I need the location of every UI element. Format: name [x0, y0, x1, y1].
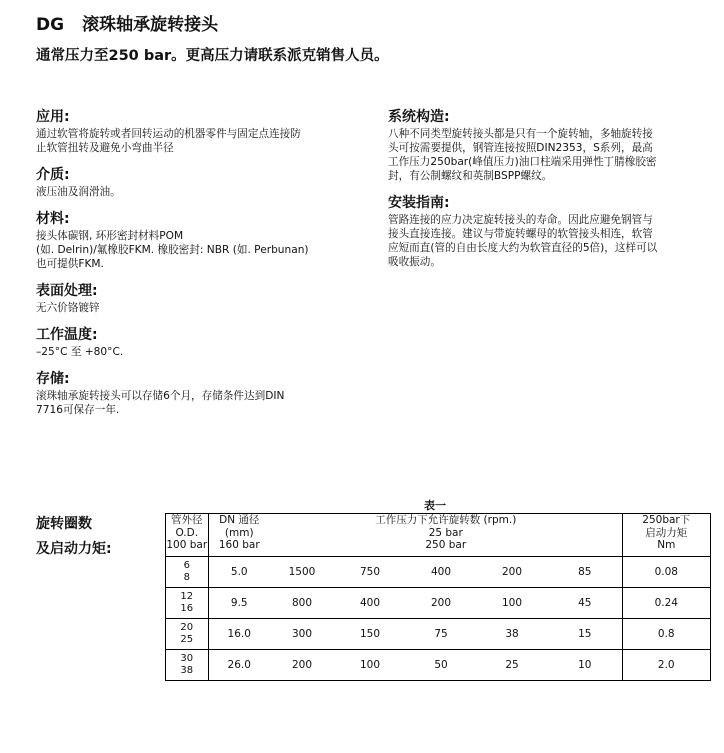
cell-torque: 0.8 — [622, 619, 710, 650]
cell-od: 30 38 — [166, 650, 208, 681]
cell-rpm: 15 — [548, 619, 622, 650]
cell-dn: 9.5 — [208, 588, 270, 619]
section-materials — [36, 210, 366, 271]
cell-rpm: 150 — [334, 619, 406, 650]
cell-rpm: 85 — [548, 557, 622, 588]
cell-rpm: 300 — [270, 619, 334, 650]
cell-rpm: 400 — [406, 557, 476, 588]
section-heading: 存储: — [36, 371, 70, 387]
section-heading: 材料: — [36, 211, 70, 227]
cell-rpm: 100 — [476, 588, 548, 619]
section-application — [36, 108, 366, 155]
cell-rpm: 10 — [548, 650, 622, 681]
page-subtitle: 通常压力至250 bar。更高压力请联系派克销售人员。 — [36, 48, 389, 64]
table-row — [166, 619, 710, 650]
cell-rpm: 400 — [334, 588, 406, 619]
cell-torque: 0.08 — [622, 557, 710, 588]
section-construction — [388, 108, 713, 183]
cell-dn: 26.0 — [227, 659, 251, 671]
section-body: 无六价铬镀锌 — [36, 302, 100, 314]
cell-rpm: 200 — [291, 659, 313, 671]
section-body: 滚珠轴承旋转接头可以存储6个月，存储条件达到DIN 7716可保存一年. — [36, 390, 285, 416]
cell-rpm: 50 — [434, 659, 448, 671]
header-speed: 工作压力下允许旋转数 (rpm.) 25 bar 250 bar — [270, 514, 622, 557]
cell-rpm: 100 — [359, 659, 381, 671]
section-body: 通过软管将旋转或者回转运动的机器零件与固定点连接防 止软管扭转及避免小弯曲半径 — [36, 128, 301, 154]
header-dn: DN 通径 (mm) 160 bar — [208, 514, 270, 557]
section-heading: 应用: — [36, 109, 70, 125]
table-row — [166, 588, 710, 619]
section-heading: 表面处理: — [36, 283, 98, 299]
section-heading: 安装指南: — [388, 195, 450, 211]
section-body: 接头体碳钢, 环形密封材料POM (如. Delrin)/氟橡胶FKM. 橡胶密封: NBR (如. Perbunan) 也可提供FKM. — [36, 230, 309, 270]
cell-dn: 16.0 — [208, 619, 270, 650]
section-temperature — [36, 326, 366, 359]
section-installation — [388, 194, 713, 269]
section-storage — [36, 370, 366, 417]
cell-rpm: 200 — [406, 588, 476, 619]
cell-rpm: 200 — [476, 557, 548, 588]
section-surface — [36, 282, 366, 315]
cell-od: 20 25 — [166, 619, 208, 650]
cell-rpm: 1500 — [270, 557, 334, 588]
section-body: –25°C 至 +80°C. — [36, 346, 124, 358]
page-title — [36, 10, 218, 35]
left-column — [36, 108, 366, 428]
table-side-label: 旋转圈数 及启动力矩: — [36, 516, 112, 557]
table-row — [166, 557, 710, 588]
cell-rpm: 45 — [548, 588, 622, 619]
section-body: 管路连接的应力决定旋转接头的寿命。因此应避免钢管与 接头直接连接。建议与带旋转螺母的软管接头相连，软管 应短而直(管的自由长度大约为软管直径的5倍)，这样可以 吸收振动。 — [388, 214, 658, 268]
rotation-torque-table — [166, 514, 710, 680]
section-heading: 工作温度: — [36, 327, 98, 343]
cell-torque: 0.24 — [622, 588, 710, 619]
cell-rpm: 25 — [505, 659, 519, 671]
table-header-row — [166, 514, 710, 557]
cell-rpm: 800 — [270, 588, 334, 619]
cell-rpm: 75 — [406, 619, 476, 650]
cell-rpm: 750 — [334, 557, 406, 588]
product-name: 滚珠轴承旋转接头 — [82, 15, 219, 35]
section-heading: 系统构造: — [388, 109, 450, 125]
header-torque: 250bar下 启动力矩 Nm — [622, 514, 710, 557]
cell-od: 12 16 — [166, 588, 208, 619]
cell-torque: 2.0 — [657, 659, 675, 671]
cell-dn: 5.0 — [208, 557, 270, 588]
section-body: 八种不同类型旋转接头都是只有一个旋转轴，多轴旋转接 头可按需要提供，钢管连接按照DIN2353，S系列，最高 工作压力250bar(峰值压力)油口柱端采用弹性丁腈橡胶密 封，有公制螺纹和英制BSPP螺纹。 — [388, 128, 657, 182]
cell-od: 6 8 — [166, 557, 208, 588]
section-body: 液压油及润滑油。 — [36, 186, 121, 198]
product-code: DG — [36, 15, 65, 35]
cell-rpm: 38 — [476, 619, 548, 650]
table-row — [166, 650, 710, 681]
section-media — [36, 166, 366, 199]
header-od: 管外径 O.D. 100 bar — [166, 514, 208, 557]
table-title: 表一 — [424, 499, 446, 512]
section-heading: 介质: — [36, 167, 70, 183]
right-column — [388, 108, 713, 280]
